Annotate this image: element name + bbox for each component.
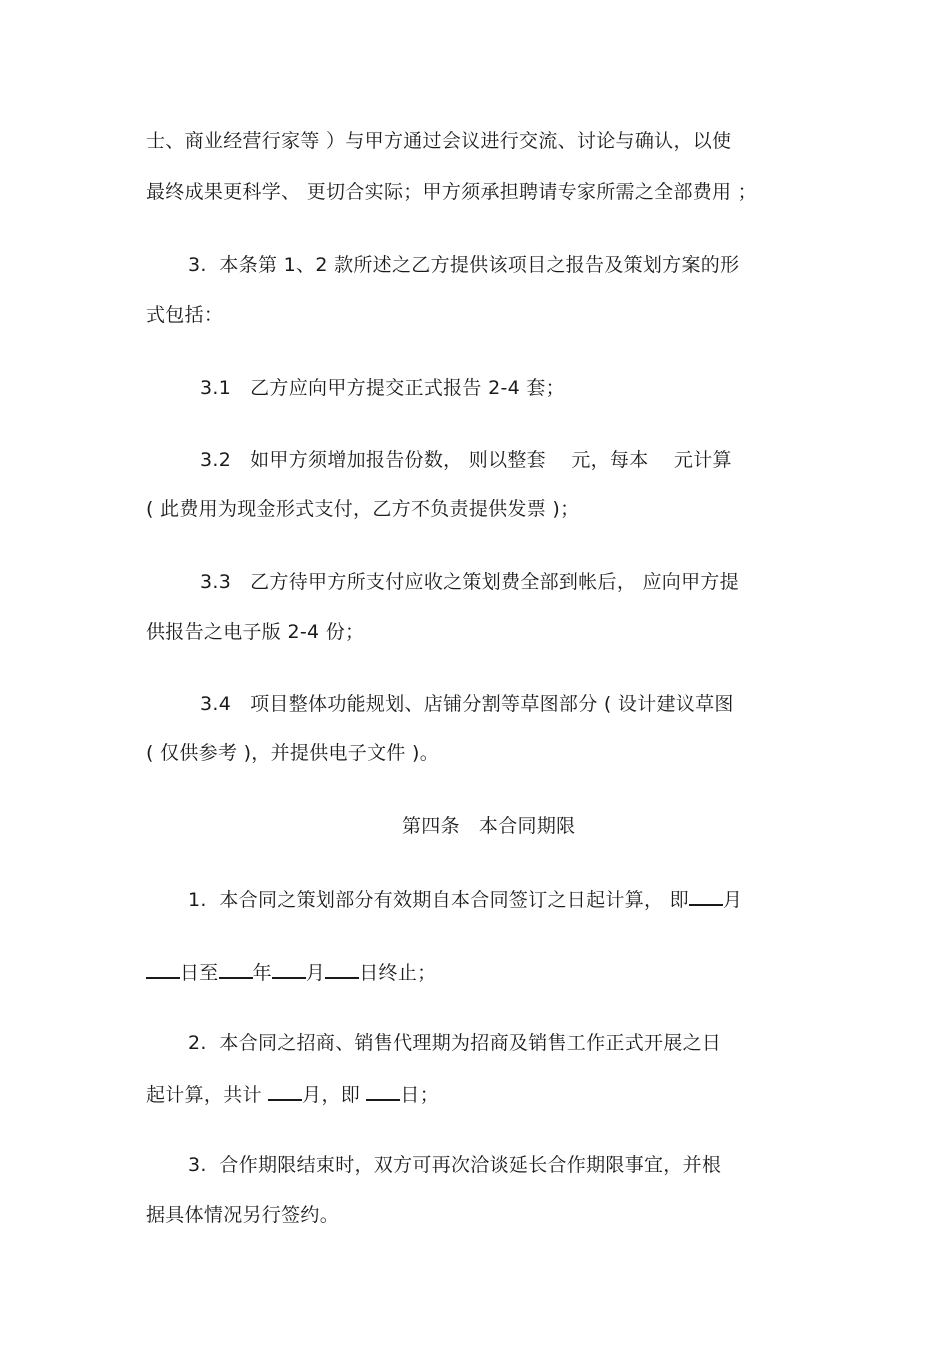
paragraph-line: ( 此费用为现金形式支付，乙方不负责提供发票 )； <box>146 498 580 520</box>
text-segment: 起计算，共计 <box>146 1084 269 1106</box>
paragraph-line <box>146 959 436 985</box>
clause-3-line: 3. 本条第 1、2 款所述之乙方提供该项目之报告及策划方案的形 <box>188 254 740 276</box>
fill-in-blank[interactable] <box>146 959 180 979</box>
text-segment: 日； <box>400 1084 439 1106</box>
fill-in-blank[interactable] <box>272 959 306 979</box>
paragraph-line: ( 仅供参考 )，并提供电子文件 )。 <box>146 742 440 764</box>
clause-3-3-line: 3.3 乙方待甲方所支付应收之策划费全部到帐后， 应向甲方提 <box>200 571 739 593</box>
paragraph-line: 最终成果更科学、 更切合实际；甲方须承担聘请专家所需之全部费用 ； <box>146 181 757 203</box>
text-segment: 日终止； <box>359 962 437 984</box>
paragraph-line: 士、商业经营行家等 ）与甲方通过会议进行交流、讨论与确认，以使 <box>146 130 732 152</box>
text-segment: 1. 本合同之策划部分有效期自本合同签订之日起计算， 即 <box>188 889 689 911</box>
fill-in-blank[interactable] <box>268 1081 302 1101</box>
term-clause-1-line <box>188 886 742 912</box>
fill-in-blank[interactable] <box>325 959 359 979</box>
text-segment: 月 <box>722 889 743 911</box>
text-segment: 年 <box>252 962 272 984</box>
paragraph-line <box>146 1081 439 1107</box>
text-segment: 月，即 <box>302 1084 367 1106</box>
clause-3-4-line: 3.4 项目整体功能规划、店铺分割等草图部分 ( 设计建议草图 <box>200 693 734 715</box>
fill-in-blank[interactable] <box>366 1081 400 1101</box>
paragraph-line: 据具体情况另行签约。 <box>146 1204 340 1226</box>
text-segment: 日至 <box>180 962 219 984</box>
fill-in-blank[interactable] <box>689 886 723 906</box>
paragraph-line: 供报告之电子版 2-4 份； <box>146 621 365 643</box>
clause-3-2-line: 3.2 如甲方须增加报告份数， 则以整套 元，每本 元计算 <box>200 449 732 471</box>
clause-3-1-line: 3.1 乙方应向甲方提交正式报告 2-4 套； <box>200 377 565 399</box>
text-segment: 月 <box>305 962 326 984</box>
term-clause-3-line: 3. 合作期限结束时，双方可再次洽谈延长合作期限事宜，并根 <box>188 1154 722 1176</box>
fill-in-blank[interactable] <box>219 959 253 979</box>
paragraph-line: 式包括： <box>146 304 224 326</box>
section-heading: 第四条 本合同期限 <box>402 815 576 837</box>
term-clause-2-line: 2. 本合同之招商、销售代理期为招商及销售工作正式开展之日 <box>188 1032 722 1054</box>
